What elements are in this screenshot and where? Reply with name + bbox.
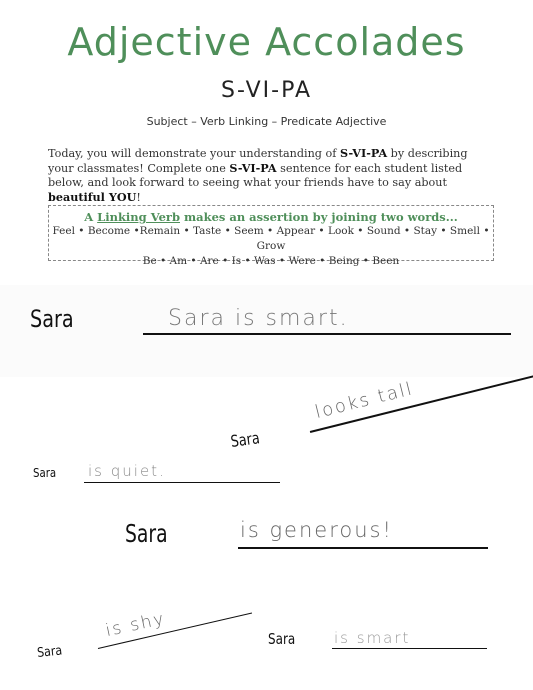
page-title: Adjective Accolades [67,20,466,64]
intro-code: S-VI-PA [339,146,388,160]
pattern-subtitle: Subject – Verb Linking – Predicate Adjective [146,115,387,128]
intro-text-1: Today, you will demonstrate your understanding of [48,147,340,160]
response-line [332,648,487,649]
pattern-code: S-VI-PA [221,78,312,103]
student-name: Sara [36,643,63,661]
heading-term: Linking Verb [97,210,180,224]
linking-verb-list-1: Feel • Become •Remain • Taste • Seem • Appear • Look • Sound • Stay • Smell • Grow [52,225,490,252]
intro-text-4: ! [136,191,141,204]
intro-text-2: by describing your classmates! Complete one [48,147,468,175]
intro-text-3: sentence for each student listed below, and look forward to seeing what your friends have to say about [48,162,463,189]
handwritten-response: is generous! [240,518,393,542]
linking-verb-heading [49,210,493,224]
intro-code-2: S-VI-PA [229,161,277,175]
student-name: Sara [125,519,168,548]
response-line [143,333,511,335]
handwritten-response: looks tall [312,378,416,423]
student-name: Sara [30,305,74,333]
handwritten-response: is smart [334,629,411,647]
heading-prefix: A [84,210,98,224]
handwritten-response: Sara is smart. [168,306,349,331]
student-card [0,285,533,377]
student-name: Sara [268,630,296,648]
handwritten-response: is quiet. [88,462,166,480]
handwritten-response: is shy [103,608,168,641]
linking-verb-list-2: Be • Am • Are • Is • Was • Were • Being • Been [142,255,400,267]
response-line [84,482,280,483]
heading-suffix: makes an assertion by joining two words... [179,210,458,224]
instructions [48,146,493,205]
linking-verb-box [48,205,494,267]
intro-emphasis: beautiful YOU [48,190,137,204]
response-line [238,547,488,549]
student-name: Sara [33,466,57,480]
student-name: Sara [229,428,261,451]
